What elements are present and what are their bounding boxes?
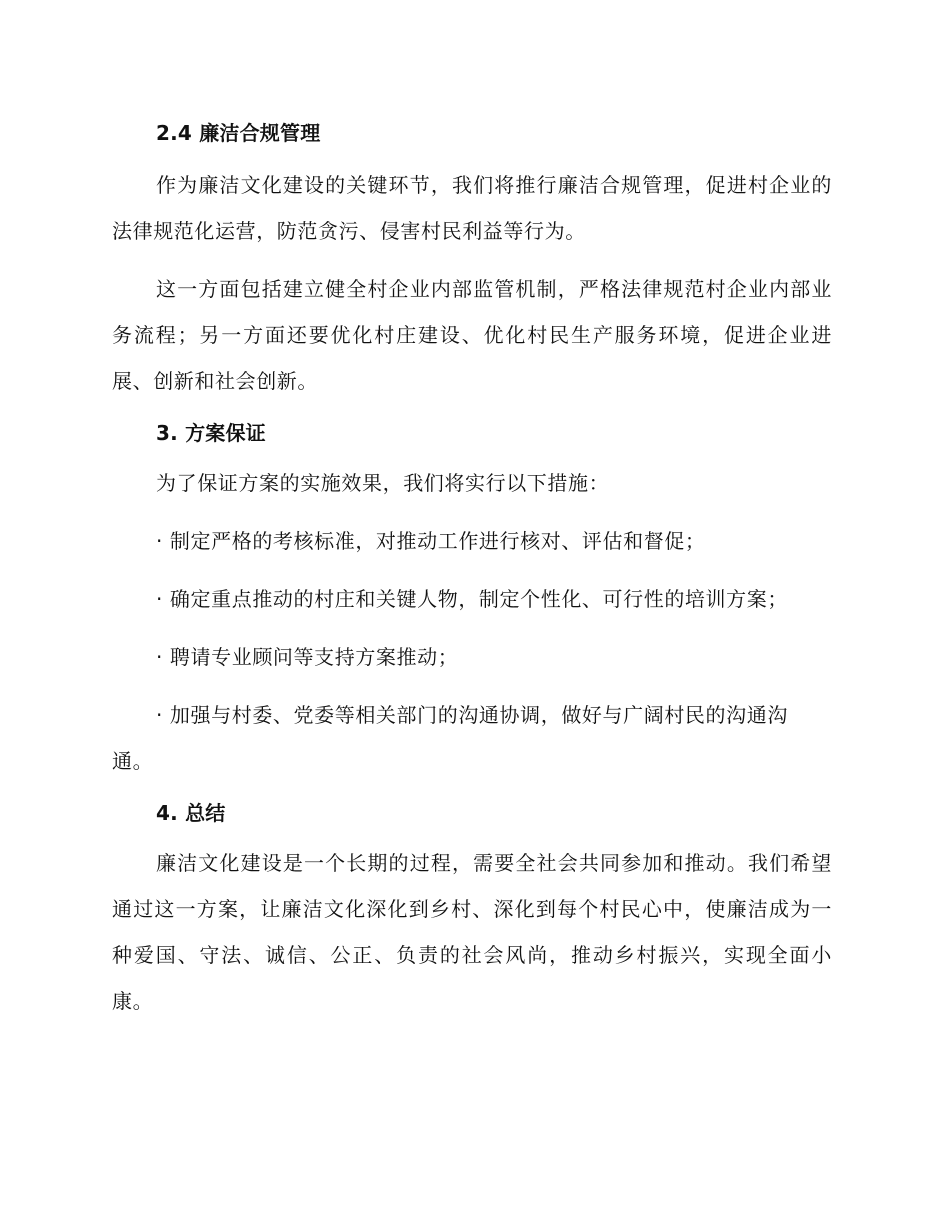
bullet-item-2: · 确定重点推动的村庄和关键人物，制定个性化、可行性的培训方案；: [156, 587, 788, 611]
paragraph-compliance-detail: 这一方面包括建立健全村企业内部监管机制，严格法律规范村企业内部业务流程；另一方面还要优化村庄建设、优化村民生产服务环境，促进企业进展、创新和社会创新。: [112, 277, 832, 393]
document-page: [112, 112, 832, 1036]
section-heading-4: 4. 总结: [156, 801, 226, 825]
paragraph-summary: 廉洁文化建设是一个长期的过程，需要全社会共同参加和推动。我们希望通过这一方案，让廉洁文化深化到乡村、深化到每个村民心中，使廉洁成为一种爱国、守法、诚信、公正、负责的社会风尚，推动乡村振兴，实现全面小康。: [112, 851, 832, 1013]
bullet-item-3: · 聘请专业顾问等支持方案推动；: [156, 645, 459, 669]
bullet-item-4-text: · 加强与村委、党委等相关部门的沟通协调，做好与广阔村民的沟通沟: [156, 703, 788, 727]
section-heading-2-4: 2.4 廉洁合规管理: [156, 121, 321, 145]
paragraph-compliance-intro: 作为廉洁文化建设的关键环节，我们将推行廉洁合规管理，促进村企业的法律规范化运营，防范贪污、侵害村民利益等行为。: [112, 173, 832, 243]
bullet-item-4-continuation: 通。: [112, 749, 154, 773]
section-heading-3: 3. 方案保证: [156, 421, 266, 445]
bullet-item-1: · 制定严格的考核标准，对推动工作进行核对、评估和督促；: [156, 529, 706, 553]
bullet-item-4: [112, 692, 832, 784]
paragraph-guarantee-intro: 为了保证方案的实施效果，我们将实行以下措施：: [156, 471, 610, 495]
